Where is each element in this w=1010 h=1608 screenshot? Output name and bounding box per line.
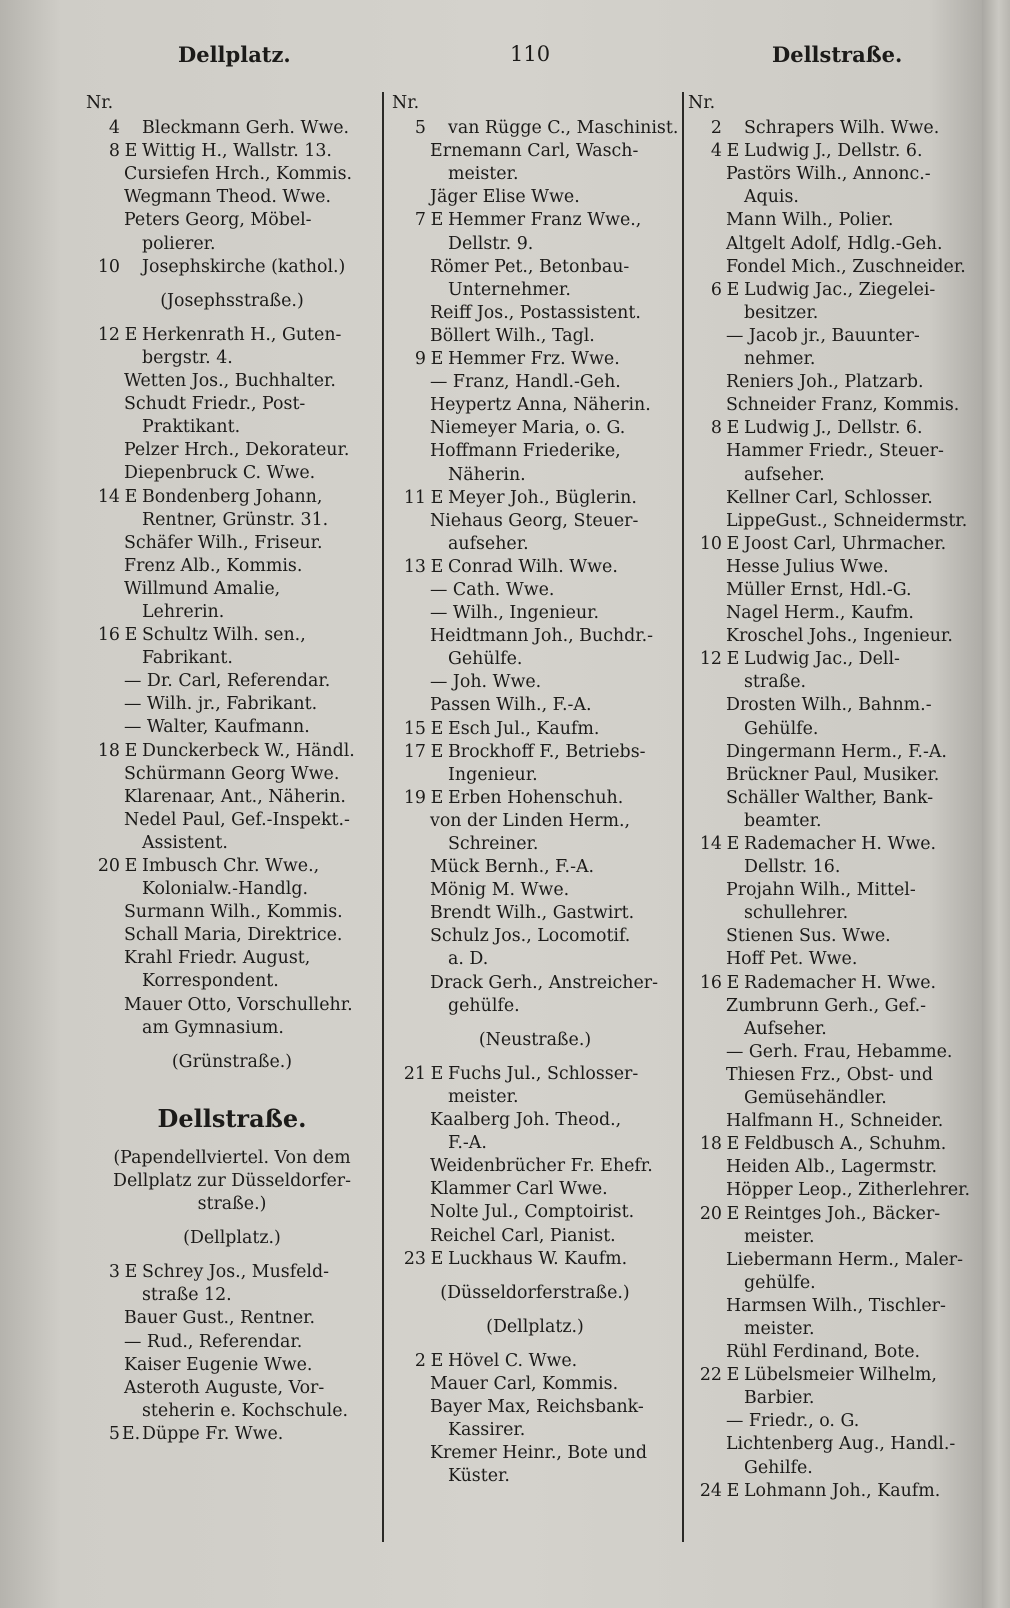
resident-line: Surmann Wilh., Kommis. (124, 902, 343, 923)
resident-line: Kellner Carl, Schlosser. (726, 487, 933, 508)
resident-line: Klammer Carl Wwe. (430, 1179, 608, 1200)
house-entry (392, 1248, 678, 1271)
resident-text: Hemmer Franz Wwe., (448, 210, 642, 231)
resident-line: Schäller Walther, Bank- (726, 787, 934, 808)
house-number: 24 (699, 1480, 722, 1501)
owner-marker: E (726, 1134, 740, 1155)
owner-marker: E (430, 1350, 444, 1371)
owner-marker: E (726, 141, 740, 162)
continuation-line: Gehülfe. (744, 718, 819, 739)
owner-marker: E (124, 1262, 138, 1283)
house-entry (86, 486, 378, 509)
owner-marker: E (430, 1063, 444, 1084)
resident-line: — Rud., Referendar. (124, 1331, 303, 1352)
column-left (86, 92, 378, 1446)
continuation-line: nehmer. (744, 349, 816, 370)
continuation-line: Barbier. (744, 1388, 815, 1409)
column-rule-2 (682, 92, 684, 1542)
resident-line: Kremer Heinr., Bote und (430, 1443, 648, 1464)
house-entry (392, 556, 678, 579)
resident-line: Fondel Mich., Zuschneider. (726, 256, 966, 277)
cross-street-note: (Grünstraße.) (171, 1051, 293, 1072)
cross-street-note: (Neustraße.) (478, 1029, 592, 1050)
resident-line: — Joh. Wwe. (430, 672, 542, 693)
resident-line: Klarenaar, Ant., Näherin. (124, 786, 346, 807)
resident-line: Halfmann H., Schneider. (726, 1111, 944, 1132)
resident-text: Hemmer Frz. Wwe. (448, 349, 620, 370)
resident-text: Düppe Fr. Wwe. (142, 1423, 284, 1444)
spacer (392, 1052, 678, 1063)
owner-marker: E (726, 418, 740, 439)
resident-line: Brendt Wilh., Gastwirt. (430, 903, 635, 924)
owner-marker: E (726, 649, 740, 670)
resident-line: Schudt Friedr., Post- (124, 394, 306, 415)
resident-line: Heypertz Anna, Näherin. (430, 395, 651, 416)
column-middle (392, 92, 678, 1488)
house-number: 14 (699, 834, 722, 854)
house-number: 20 (699, 1203, 722, 1224)
house-entry (86, 855, 378, 878)
continuation-line: Kassirer. (448, 1420, 526, 1441)
resident-line: Dingermann Herm., F.-A. (726, 741, 947, 762)
continuation-line: Lehrerin. (142, 601, 225, 622)
continuation-line: Näherin. (448, 464, 526, 485)
resident-text: Wittig H., Wallstr. 13. (142, 141, 332, 162)
section-heading: Dellstraße. (157, 1103, 307, 1133)
owner-marker: E. (121, 1423, 141, 1444)
column-right (688, 92, 978, 1503)
resident-line: Liebermann Herm., Maler- (726, 1249, 963, 1270)
house-entry (86, 140, 378, 163)
owner-marker: E (430, 1248, 444, 1269)
owner-marker: E (726, 1203, 740, 1224)
house-entry (86, 1423, 378, 1446)
resident-line: Heidtmann Joh., Buchdr.- (430, 626, 654, 647)
resident-line: Schneider Franz, Kommis. (726, 395, 960, 416)
owner-marker: E (124, 486, 138, 507)
owner-marker: E (430, 718, 444, 739)
resident-line: — Cath. Wwe. (430, 579, 555, 600)
resident-text: Fuchs Jul., Schlosser- (448, 1063, 639, 1084)
resident-line: Zumbrunn Gerh., Gef.- (726, 995, 927, 1016)
continuation-line: meister. (448, 164, 519, 185)
resident-line: — Walter, Kaufmann. (124, 717, 310, 738)
house-number: 2 (414, 1350, 426, 1371)
resident-line: — Gerh. Frau, Hebamme. (726, 1041, 953, 1062)
continuation-line: Ingenieur. (448, 764, 538, 785)
house-entry (392, 1063, 678, 1086)
spacer (86, 1136, 378, 1147)
resident-text: Ludwig Jac., Ziegelei- (744, 279, 936, 300)
resident-line: — Friedr., o. G. (726, 1411, 860, 1432)
resident-text: Meyer Joh., Büglerin. (448, 487, 637, 508)
spacer (86, 1216, 378, 1227)
resident-line: Schürmann Georg Wwe. (124, 763, 340, 784)
resident-line: Reiff Jos., Postassistent. (430, 302, 641, 323)
resident-text: Josephskirche (kathol.) (142, 256, 346, 277)
house-entry (688, 1480, 978, 1503)
resident-line: Stienen Sus. Wwe. (726, 926, 891, 947)
continuation-line: am Gymnasium. (142, 1017, 284, 1038)
house-number: 22 (699, 1365, 722, 1386)
house-entry (688, 1364, 978, 1387)
house-entry (688, 648, 978, 671)
resident-text: Conrad Wilh. Wwe. (448, 556, 618, 577)
spacer (86, 313, 378, 324)
continuation-line: gehülfe. (448, 995, 520, 1016)
house-number: 12 (699, 649, 722, 670)
resident-line: Kaalberg Joh. Theod., (430, 1110, 622, 1131)
house-entry (688, 1203, 978, 1226)
resident-line: Bauer Gust., Rentner. (124, 1308, 316, 1329)
resident-line: Wetten Jos., Buchhalter. (124, 371, 336, 392)
resident-line: Reniers Joh., Platzarb. (726, 372, 924, 393)
house-number: 19 (403, 787, 426, 808)
resident-line: Schäfer Wilh., Friseur. (124, 532, 323, 553)
resident-line: Müller Ernst, Hdl.-G. (726, 579, 912, 600)
continuation-line: Gehülfe. (448, 649, 523, 670)
house-entry (392, 1350, 678, 1373)
house-number: 8 (710, 418, 722, 439)
continuation-line: gehülfe. (744, 1272, 816, 1293)
house-number: 5 (108, 1423, 120, 1444)
resident-line: Brückner Paul, Musiker. (726, 764, 940, 785)
resident-line: Jäger Elise Wwe. (430, 187, 580, 208)
house-number: 13 (403, 556, 426, 577)
house-entry (86, 256, 378, 279)
owner-marker: E (124, 625, 138, 646)
resident-line: — Franz, Handl.-Geh. (430, 372, 621, 393)
resident-text: Rademacher H. Wwe. (744, 834, 937, 854)
house-entry (688, 833, 978, 856)
resident-line: Schulz Jos., Locomotif. (430, 926, 631, 947)
resident-line: Altgelt Adolf, Hdlg.-Geh. (726, 233, 943, 254)
resident-line: Harmsen Wilh., Tischler- (726, 1295, 946, 1316)
continuation-line: meister. (744, 1226, 815, 1247)
cross-street-note: (Josephsstraße.) (160, 290, 304, 311)
house-entry (688, 1133, 978, 1156)
house-number: 6 (710, 279, 722, 300)
resident-text: Hövel C. Wwe. (448, 1350, 578, 1371)
owner-marker: E (430, 556, 444, 577)
resident-text: Luckhaus W. Kaufm. (448, 1248, 628, 1269)
resident-line: Nolte Jul., Comptoirist. (430, 1202, 635, 1223)
resident-text: Dunckerbeck W., Händl. (142, 740, 355, 761)
resident-text: Ludwig Jac., Dell- (744, 649, 900, 670)
resident-line: Wegmann Theod. Wwe. (124, 187, 331, 208)
continuation-line: aufseher. (744, 464, 825, 485)
owner-marker: E (726, 279, 740, 300)
house-number: 16 (97, 625, 120, 646)
house-number: 9 (414, 349, 426, 370)
house-entry (688, 117, 978, 140)
house-number: 3 (108, 1262, 120, 1283)
continuation-line: Gemüsehändler. (744, 1088, 887, 1109)
house-number: 21 (403, 1063, 426, 1084)
spacer (86, 1074, 378, 1085)
continuation-line: Küster. (448, 1466, 510, 1487)
continuation-line: straße. (744, 672, 807, 693)
resident-line: Drosten Wilh., Bahnm.- (726, 695, 932, 716)
resident-line: Reichel Carl, Pianist. (430, 1225, 616, 1246)
owner-marker: E (430, 487, 444, 508)
resident-line: Drack Gerh., Anstreicher- (430, 972, 658, 993)
continuation-line: Dellstr. 16. (744, 857, 841, 878)
header-right: Dellstraße. (772, 42, 903, 67)
resident-text: van Rügge C., Maschinist. (448, 118, 679, 139)
resident-line: Projahn Wilh., Mittel- (726, 880, 916, 901)
resident-line: Nagel Herm., Kaufm. (726, 603, 914, 624)
owner-marker: E (726, 533, 740, 554)
house-number: 11 (403, 487, 426, 508)
owner-marker: E (124, 740, 138, 761)
resident-line: Pelzer Hrch., Dekorateur. (124, 440, 350, 461)
resident-line: von der Linden Herm., (430, 810, 631, 831)
house-number: 18 (97, 740, 120, 761)
spacer (86, 1085, 378, 1096)
owner-marker: E (726, 834, 740, 854)
house-entry (86, 624, 378, 647)
owner-marker: E (726, 1365, 740, 1386)
resident-line: Höpper Leop., Zitherlehrer. (726, 1180, 971, 1201)
spacer (392, 1018, 678, 1029)
resident-line: Bayer Max, Reichsbank- (430, 1397, 644, 1418)
resident-line: Asteroth Auguste, Vor- (124, 1377, 325, 1398)
house-number: 2 (710, 118, 722, 139)
house-number: 20 (97, 856, 120, 876)
resident-line: Hoff Pet. Wwe. (726, 949, 858, 970)
resident-text: Schultz Wilh. sen., (142, 625, 306, 646)
spacer (392, 1305, 678, 1316)
resident-line: Kroschel Johs., Ingenieur. (726, 626, 953, 647)
house-entry (688, 140, 978, 163)
resident-text: Imbusch Chr. Wwe., (142, 856, 320, 876)
continuation-line: Rentner, Grünstr. 31. (142, 509, 329, 530)
resident-line: — Jacob jr., Bauunter- (726, 325, 920, 346)
resident-line: — Wilh., Ingenieur. (430, 603, 600, 624)
spacer (86, 279, 378, 290)
spacer (86, 1040, 378, 1051)
continuation-line: Kolonialw.-Handlg. (142, 879, 309, 900)
house-number: 14 (97, 486, 120, 507)
resident-line: Peters Georg, Möbel- (124, 210, 312, 231)
continuation-line: schullehrer. (744, 903, 849, 924)
continuation-line: polierer. (142, 233, 216, 254)
continuation-line: steherin e. Kochschule. (142, 1400, 349, 1421)
house-entry (392, 487, 678, 510)
continuation-line: Aufseher. (744, 1018, 827, 1039)
continuation-line: bergstr. 4. (142, 347, 233, 368)
house-entry (392, 209, 678, 232)
owner-marker: E (430, 210, 444, 231)
owner-marker: E (124, 856, 138, 876)
resident-text: Reintges Joh., Bäcker- (744, 1203, 941, 1224)
resident-line: Ernemann Carl, Wasch- (430, 141, 639, 162)
resident-line: Mauer Carl, Kommis. (430, 1373, 619, 1394)
continuation-line: F.-A. (448, 1133, 487, 1154)
resident-text: Bondenberg Johann, (142, 486, 323, 507)
header-left: Dellplatz. (178, 42, 291, 67)
continuation-line: Unternehmer. (448, 279, 571, 300)
resident-text: Bleckmann Gerh. Wwe. (142, 118, 350, 139)
house-number: 10 (699, 533, 722, 554)
resident-line: Pastörs Wilh., Annonc.- (726, 164, 931, 185)
continuation-line: Aquis. (744, 187, 799, 208)
spacer (86, 1250, 378, 1261)
continuation-line: Gehilfe. (744, 1457, 813, 1478)
cross-street-note: straße.) (197, 1194, 267, 1215)
owner-marker: E (124, 141, 138, 162)
spacer (392, 1339, 678, 1350)
resident-line: Willmund Amalie, (124, 578, 281, 599)
resident-line: Weidenbrücher Fr. Ehefr. (430, 1156, 653, 1177)
house-entry (392, 117, 678, 140)
resident-line: Mauer Otto, Vorschullehr. (124, 994, 353, 1015)
continuation-line: a. D. (448, 949, 489, 970)
house-entry (392, 741, 678, 764)
resident-line: — Wilh. jr., Fabrikant. (124, 694, 318, 715)
house-number: 5 (414, 118, 426, 139)
resident-line: Krahl Friedr. August, (124, 948, 311, 969)
resident-text: Schrey Jos., Musfeld- (142, 1262, 329, 1283)
house-entry (86, 740, 378, 763)
continuation-line: aufseher. (448, 533, 529, 554)
resident-text: Lohmann Joh., Kaufm. (744, 1480, 941, 1501)
continuation-line: meister. (744, 1318, 815, 1339)
resident-line: Passen Wilh., F.-A. (430, 695, 592, 716)
column-rule-1 (382, 92, 384, 1542)
spacer (392, 1271, 678, 1282)
cross-street-note: (Düsseldorferstraße.) (440, 1282, 630, 1303)
owner-marker: E (430, 349, 444, 370)
continuation-line: Dellstr. 9. (448, 233, 534, 254)
house-number: 4 (108, 118, 120, 139)
resident-line: Niemeyer Maria, o. G. (430, 418, 626, 439)
column-heading-nr: Nr. (86, 93, 114, 113)
column-heading-nr: Nr. (392, 93, 420, 113)
resident-line: Mönig M. Wwe. (430, 880, 570, 901)
resident-line: Hoffmann Friederike, (430, 441, 621, 462)
continuation-line: Assistent. (142, 832, 228, 853)
house-number: 23 (403, 1248, 426, 1269)
continuation-line: besitzer. (744, 302, 819, 323)
continuation-line: Korrespondent. (142, 971, 279, 992)
house-number: 8 (108, 141, 120, 162)
house-number: 12 (97, 324, 120, 345)
owner-marker: E (124, 324, 138, 345)
house-number: 4 (710, 141, 722, 162)
resident-line: Böllert Wilh., Tagl. (430, 325, 595, 346)
cross-street-note: (Dellplatz.) (183, 1228, 281, 1249)
resident-line: Diepenbruck C. Wwe. (124, 463, 316, 484)
house-entry (688, 279, 978, 302)
owner-marker: E (430, 787, 444, 808)
owner-marker: E (726, 972, 740, 993)
resident-line: Kaiser Eugenie Wwe. (124, 1354, 313, 1375)
house-entry (688, 972, 978, 995)
house-entry (392, 787, 678, 810)
resident-text: Lübelsmeier Wilhelm, (744, 1365, 937, 1386)
house-number: 15 (403, 718, 426, 739)
house-number: 18 (699, 1134, 722, 1155)
resident-text: Ludwig J., Dellstr. 6. (744, 141, 923, 162)
resident-text: Herkenrath H., Guten- (142, 324, 342, 345)
continuation-line: beamter. (744, 810, 822, 831)
resident-line: Mann Wilh., Polier. (726, 210, 894, 231)
resident-line: Mück Bernh., F.-A. (430, 857, 595, 878)
cross-street-note: Dellplatz zur Düsseldorfer- (113, 1170, 351, 1191)
resident-line: Heiden Alb., Lagermstr. (726, 1157, 937, 1178)
resident-text: Joost Carl, Uhrmacher. (744, 533, 947, 554)
continuation-line: Praktikant. (142, 417, 241, 438)
resident-line: Frenz Alb., Kommis. (124, 555, 303, 576)
house-entry (688, 533, 978, 556)
house-entry (392, 718, 678, 741)
resident-line: Nedel Paul, Gef.-Inspekt.- (124, 809, 350, 830)
resident-text: Rademacher H. Wwe. (744, 972, 937, 993)
column-heading-nr: Nr. (688, 93, 716, 113)
resident-text: Esch Jul., Kaufm. (448, 718, 600, 739)
resident-line: Lichtenberg Aug., Handl.- (726, 1434, 956, 1455)
page-edge (982, 0, 1010, 1608)
resident-text: Erben Hohenschuh. (448, 787, 624, 808)
continuation-line: meister. (448, 1086, 519, 1107)
resident-text: Schrapers Wilh. Wwe. (744, 118, 940, 139)
house-number: 10 (97, 256, 120, 277)
resident-line: Cursiefen Hrch., Kommis. (124, 164, 353, 185)
resident-line: Hammer Friedr., Steuer- (726, 441, 944, 462)
resident-line: Niehaus Georg, Steuer- (430, 510, 639, 531)
continuation-line: straße 12. (142, 1285, 232, 1306)
resident-text: Feldbusch A., Schuhm. (744, 1134, 947, 1155)
resident-line: Rühl Ferdinand, Bote. (726, 1342, 921, 1363)
continuation-line: Fabrikant. (142, 648, 233, 669)
house-number: 7 (414, 210, 426, 231)
page-number: 110 (510, 42, 551, 66)
continuation-line: Schreiner. (448, 834, 539, 854)
cross-street-note: (Papendellviertel. Von dem (113, 1147, 351, 1168)
resident-text: Ludwig J., Dellstr. 6. (744, 418, 923, 439)
house-number: 17 (403, 741, 426, 762)
cross-street-note: (Dellplatz.) (486, 1316, 584, 1337)
resident-line: Schall Maria, Direktrice. (124, 925, 343, 946)
house-entry (86, 1261, 378, 1284)
house-entry (392, 348, 678, 371)
resident-line: Römer Pet., Betonbau- (430, 256, 630, 277)
resident-line: LippeGust., Schneidermstr. (726, 510, 968, 531)
running-header (0, 42, 1010, 72)
owner-marker: E (430, 741, 444, 762)
owner-marker: E (726, 1480, 740, 1501)
house-number: 16 (699, 972, 722, 993)
house-entry (86, 117, 378, 140)
resident-text: Brockhoff F., Betriebs- (448, 741, 646, 762)
resident-line: Thiesen Frz., Obst- und (726, 1064, 933, 1085)
resident-line: — Dr. Carl, Referendar. (124, 671, 331, 692)
resident-line: Hesse Julius Wwe. (726, 556, 889, 577)
house-entry (86, 324, 378, 347)
house-entry (688, 417, 978, 440)
